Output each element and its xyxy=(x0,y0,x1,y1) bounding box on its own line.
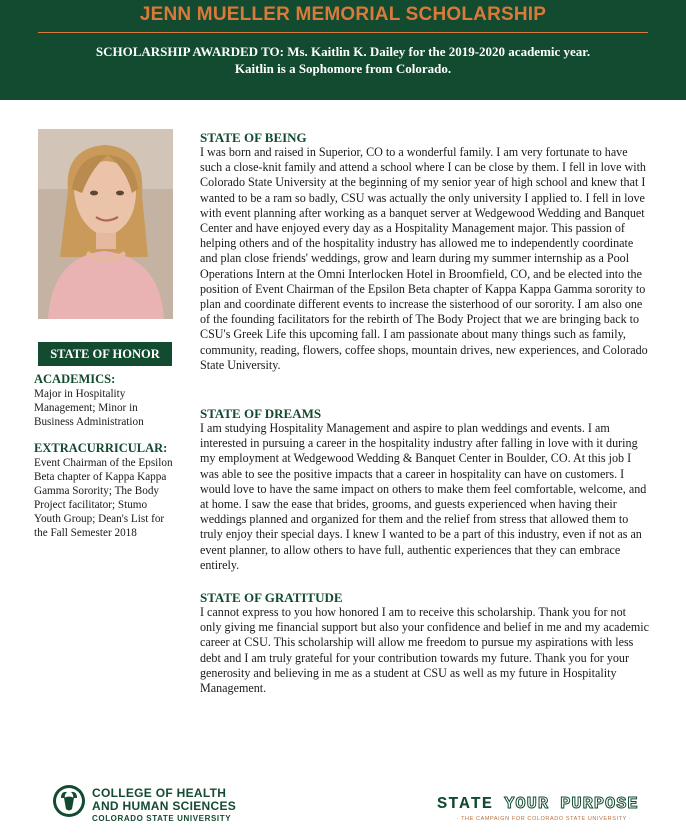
state-of-being-section xyxy=(200,130,650,373)
state-of-dreams-section xyxy=(200,406,650,573)
extracurricular-text: Event Chairman of the Epsilon Beta chapter of Kappa Kappa Gamma Sorority; The Body Project facilitator; Stumo Youth Group; Dean's List for the Fall Semester 2018 xyxy=(34,457,173,539)
state-of-honor-label: STATE OF HONOR xyxy=(38,342,172,366)
student-portrait-photo xyxy=(38,129,173,319)
extracurricular-heading: EXTRACURRICULAR: xyxy=(34,441,168,455)
state-of-dreams-heading: STATE OF DREAMS xyxy=(200,406,322,421)
state-of-gratitude-text: I cannot express to you how honored I am to receive this scholarship. Thank you for not only giving me financial support but also your confidence and belief in me and my academic career at CSU. This scholarship will allow me freedom to pursue my aspirations with less debt and I am truly grateful for your contribution towards my future. Thank you for your generosity and believing in me as a student at CSU as well as my future in Hospitality Management. xyxy=(200,605,650,696)
college-name-line1: COLLEGE OF HEALTH xyxy=(92,786,227,800)
state-of-dreams-text: I am studying Hospitality Management and aspire to plan weddings and events. I am interested in pursuing a career in the hospitality industry after falling in love with it during my employment at Wedgewood Wedding & Banquet Center in Boulder, CO. At this job I was able to see the positive impacts that a career in hospitality can have on customers. I would love to have the same impact on others to make them feel comfortable, welcome, and at home. I saw the ease that brides, grooms, and guests experienced when having their weddings planned and organized for them and the relief from stress that allowed them to truly enjoy their special days. I knew I wanted to be a part of this industry, even if not as an event planner, to allow others to have full, authentic experiences that they can embrace entirely. xyxy=(200,421,647,572)
campaign-purpose-words: YOUR PURPOSE xyxy=(504,795,639,814)
csu-ram-logo-icon xyxy=(52,784,86,818)
recipient-info-line: Kaitlin is a Sophomore from Colorado. xyxy=(234,61,452,76)
campaign-tagline: · THE CAMPAIGN FOR COLORADO STATE UNIVERSITY · xyxy=(456,816,632,822)
academics-heading: ACADEMICS: xyxy=(34,372,116,386)
state-of-gratitude-section xyxy=(200,590,650,696)
college-name-block xyxy=(92,787,236,824)
university-name: COLORADO STATE UNIVERSITY xyxy=(92,814,232,823)
campaign-state-word: STATE xyxy=(437,795,494,814)
portrait-illustration xyxy=(38,129,173,319)
award-recipient-line: SCHOLARSHIP AWARDED TO: Ms. Kaitlin K. Dailey for the 2019-2020 academic year. xyxy=(95,44,591,59)
campaign-logo xyxy=(437,795,639,814)
academics-text: Major in Hospitality Management; Minor in Business Administration xyxy=(34,388,144,428)
state-of-being-text: I was born and raised in Superior, CO to a wonderful family. I am very fortunate to have such a close-knit family and attend a school where I can be close by them. I fell in love with Colorado State University at the beginning of my senior year of high school and knew that I wanted to be a ram so badly, CSU was actually the only university I applied to. I fell in love with event planning after working as a banquet server at Wedgewood Wedding and Banquet Center and have enjoyed every day as a Hospitality Management major. This passion of helping others and of the hospitality industry has allowed me to independently coordinate and plan close friends' weddings, grow and learn during my summer internship as a Pool Operations Intern at the Omni Interlocken Hotel in Broomfield, CO, and be elected into the position of Event Chairman of the Epsilon Beta chapter of Kappa Kappa Gamma sorority to plan and coordinate different events to increase the sisterhood of our sorority. I am also one of the founding facilitators for the rebirth of The Body Project that we are bringing back to CSU's Greek Life this upcoming fall. I am passionate about many things such as family, community, reading, flowers, coffee shops, mountain drives, new experiences, and Colorado State University. xyxy=(200,145,648,372)
state-of-being-heading: STATE OF BEING xyxy=(200,130,307,145)
header-banner xyxy=(0,0,686,100)
state-of-gratitude-heading: STATE OF GRATITUDE xyxy=(200,590,343,605)
page-title: JENN MUELLER MEMORIAL SCHOLARSHIP xyxy=(139,4,547,25)
header-divider xyxy=(38,32,648,33)
college-name-line2: AND HUMAN SCIENCES xyxy=(92,799,237,813)
